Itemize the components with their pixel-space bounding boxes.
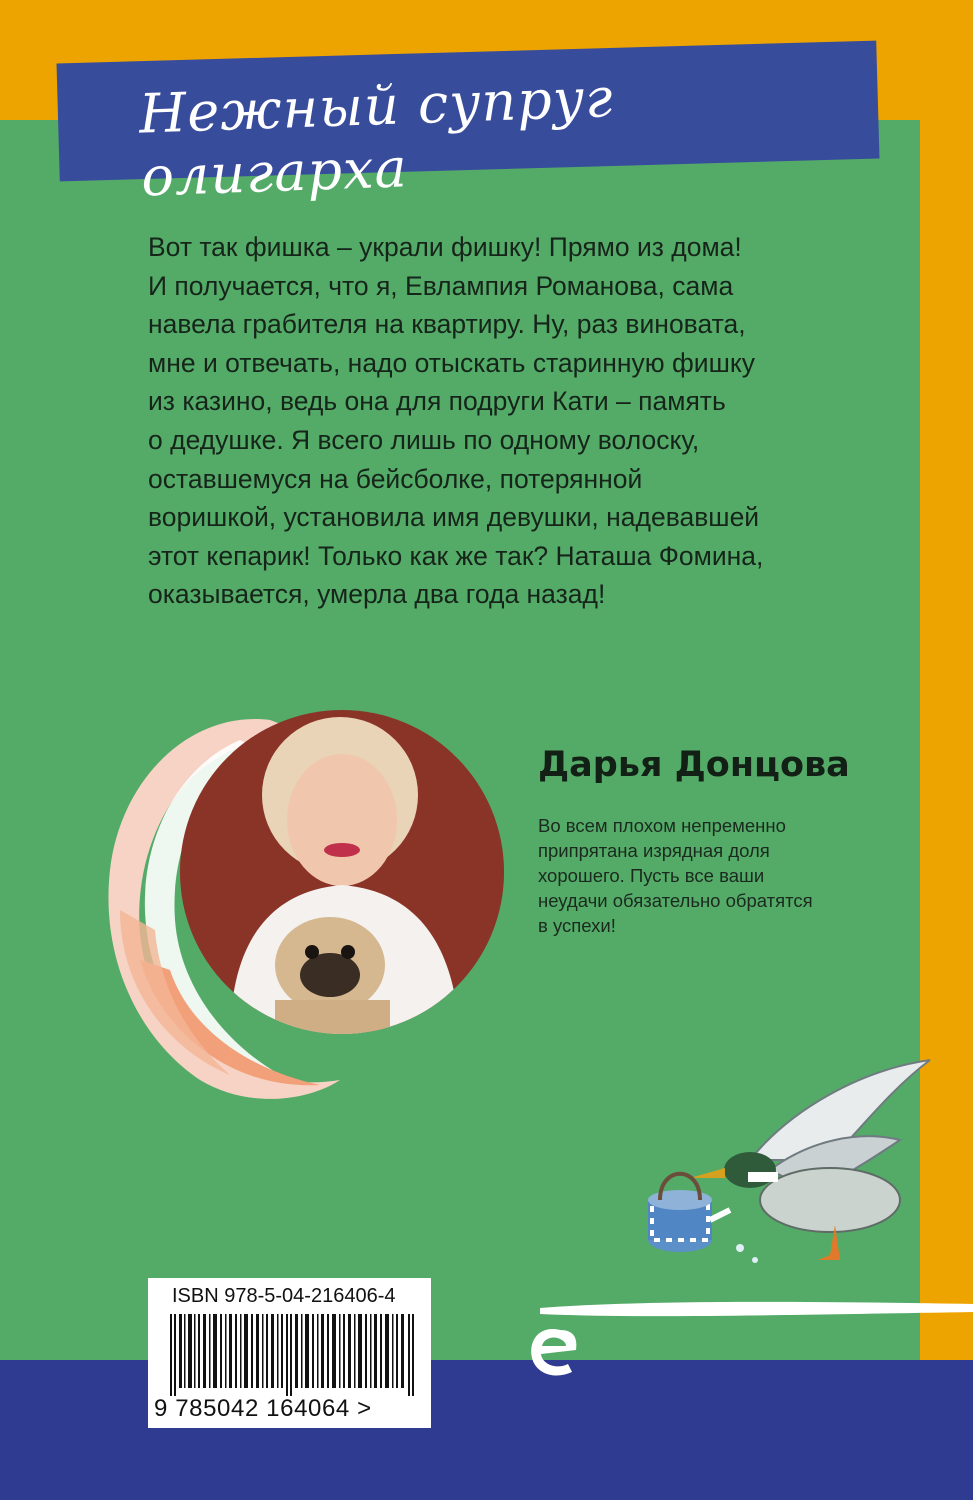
barcode-digits: 9 785042 164064 > — [154, 1395, 372, 1422]
barcode-icon — [170, 1314, 415, 1396]
isbn-barcode-block — [148, 1278, 431, 1428]
quote-line: в успехи! — [538, 915, 616, 936]
description-line: И получается, что я, Евлампия Романова, сама — [148, 270, 734, 301]
description-line: оставшемуся на бейсболке, потерянной — [148, 463, 643, 494]
isbn-label: ISBN 978-5-04-216406-4 — [172, 1285, 396, 1307]
description-line: навела грабителя на квартиру. Ну, раз виновата, — [148, 309, 746, 340]
description-line: этот кепарик! Только как же так? Наташа Фомина, — [148, 540, 764, 571]
quote-line: неудачи обязательно обратятся — [538, 890, 813, 911]
author-photo-illustration — [80, 700, 540, 1120]
description-line: воришкой, установила имя девушки, надевавшей — [148, 502, 760, 533]
quote-line: Во всем плохом непременно — [538, 815, 786, 836]
series-title: Нежный супруг олигарха — [138, 66, 615, 209]
description-line: о дедушке. Я всего лишь по одному волоску, — [148, 424, 700, 455]
description-line: оказывается, умерла два года назад! — [148, 579, 606, 610]
publisher-logo-icon — [520, 1300, 590, 1390]
author-photo — [80, 700, 540, 1120]
duck-illustration — [630, 1050, 950, 1280]
navy-footer-band — [0, 1360, 973, 1500]
description-line: из казино, ведь она для подруги Кати – память — [148, 386, 726, 417]
brush-stroke — [540, 1290, 973, 1330]
book-description — [148, 228, 838, 614]
author-quote — [538, 813, 868, 938]
description-line: Вот так фишка – украли фишку! Прямо из дома! — [148, 232, 742, 262]
author-name: Дарья Донцова — [538, 745, 850, 785]
quote-line: припрятана изрядная доля — [538, 840, 770, 861]
description-line: мне и отвечать, надо отыскать старинную фишку — [148, 347, 755, 378]
quote-line: хорошего. Пусть все ваши — [538, 865, 765, 886]
